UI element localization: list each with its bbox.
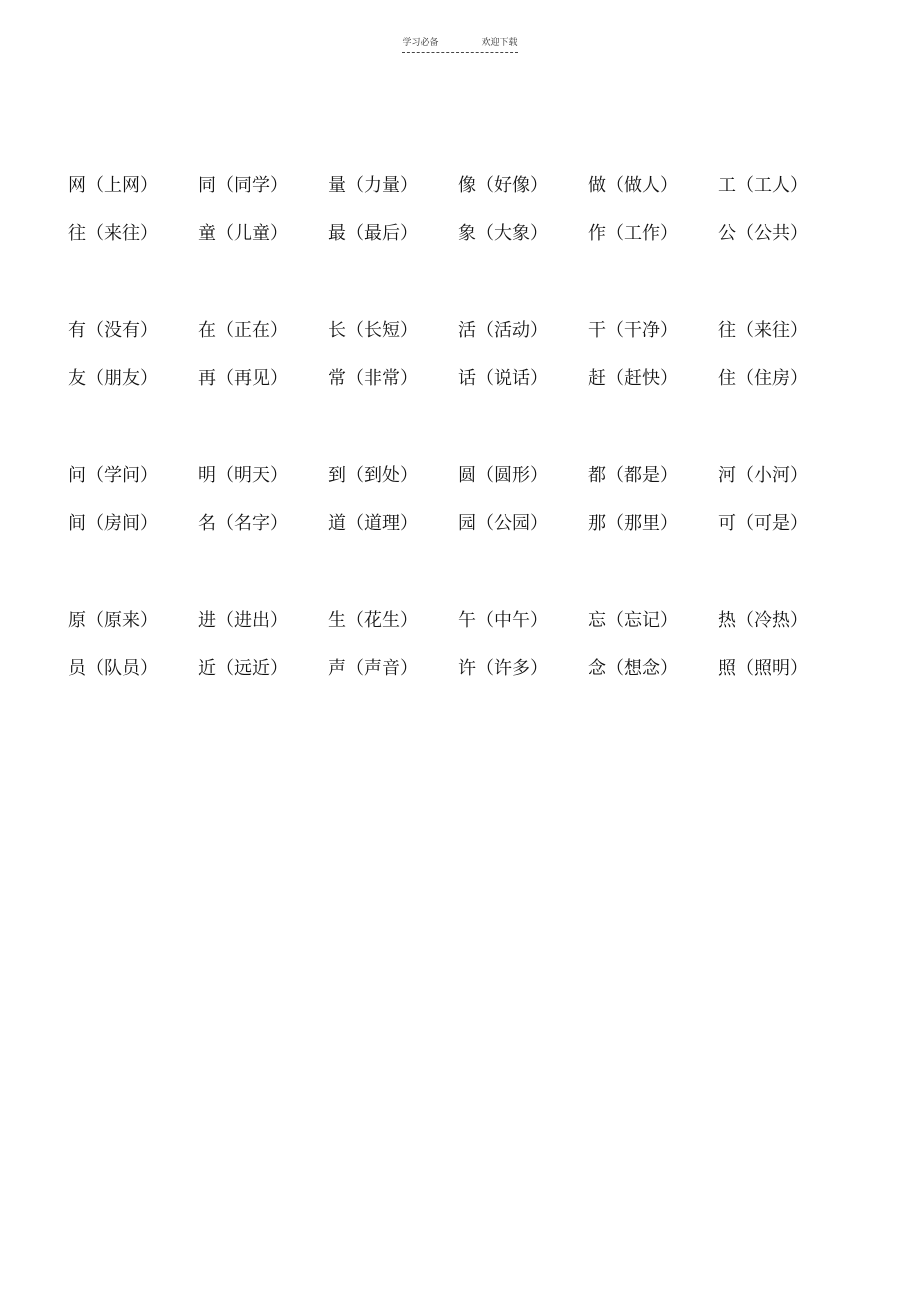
word-entry: 原（原来）	[68, 610, 158, 631]
header-right-text: 欢迎下载	[481, 38, 518, 48]
word-entry: 忘（忘记）	[588, 610, 678, 631]
word-entry: 午（中午）	[458, 610, 548, 631]
word-entry: 生（花生）	[328, 610, 418, 631]
word-entry: 友（朋友）	[68, 368, 158, 389]
word-entry: 话（说话）	[458, 368, 548, 389]
word-entry: 那（那里）	[588, 513, 678, 534]
word-entry: 象（大象）	[458, 223, 548, 244]
word-entry: 名（名字）	[198, 513, 288, 534]
word-entry: 住（住房）	[718, 368, 808, 389]
word-entry: 有（没有）	[68, 320, 158, 341]
word-entry: 进（进出）	[198, 610, 288, 631]
word-entry: 照（照明）	[718, 658, 808, 679]
word-entry: 干（干净）	[588, 320, 678, 341]
word-row	[68, 464, 848, 488]
word-row	[68, 367, 848, 391]
word-entry: 到（到处）	[328, 465, 418, 486]
word-entry: 河（小河）	[718, 465, 808, 486]
word-entry: 常（非常）	[328, 368, 418, 389]
word-entry: 员（队员）	[68, 658, 158, 679]
word-entry: 间（房间）	[68, 513, 158, 534]
word-row	[68, 609, 848, 633]
word-entry: 都（都是）	[588, 465, 678, 486]
word-entry: 在（正在）	[198, 320, 288, 341]
word-row	[68, 222, 848, 246]
word-entry: 活（活动）	[458, 320, 548, 341]
word-entry: 可（可是）	[718, 513, 808, 534]
word-entry: 最（最后）	[328, 223, 418, 244]
word-entry: 往（来往）	[718, 320, 808, 341]
word-entry: 长（长短）	[328, 320, 418, 341]
word-row	[68, 174, 848, 198]
word-row	[68, 512, 848, 536]
word-entry: 道（道理）	[328, 513, 418, 534]
word-entry: 明（明天）	[198, 465, 288, 486]
word-entry: 做（做人）	[588, 175, 678, 196]
word-entry: 公（公共）	[718, 223, 808, 244]
word-entry: 念（想念）	[588, 658, 678, 679]
word-entry: 同（同学）	[198, 175, 288, 196]
word-entry: 量（力量）	[328, 175, 418, 196]
header-left-text: 学习必备	[402, 38, 439, 48]
word-entry: 往（来往）	[68, 223, 158, 244]
word-entry: 问（学问）	[68, 465, 158, 486]
word-row	[68, 657, 848, 681]
word-row	[68, 319, 848, 343]
word-entry: 工（工人）	[718, 175, 808, 196]
word-entry: 童（儿童）	[198, 223, 288, 244]
word-entry: 圆（圆形）	[458, 465, 548, 486]
word-entry: 作（工作）	[588, 223, 678, 244]
word-entry: 热（冷热）	[718, 610, 808, 631]
word-entry: 声（声音）	[328, 658, 418, 679]
word-entry: 再（再见）	[198, 368, 288, 389]
word-entry: 像（好像）	[458, 175, 548, 196]
word-entry: 园（公园）	[458, 513, 548, 534]
word-entry: 许（许多）	[458, 658, 548, 679]
word-entry: 网（上网）	[68, 175, 158, 196]
word-entry: 赶（赶快）	[588, 368, 678, 389]
word-entry: 近（远近）	[198, 658, 288, 679]
